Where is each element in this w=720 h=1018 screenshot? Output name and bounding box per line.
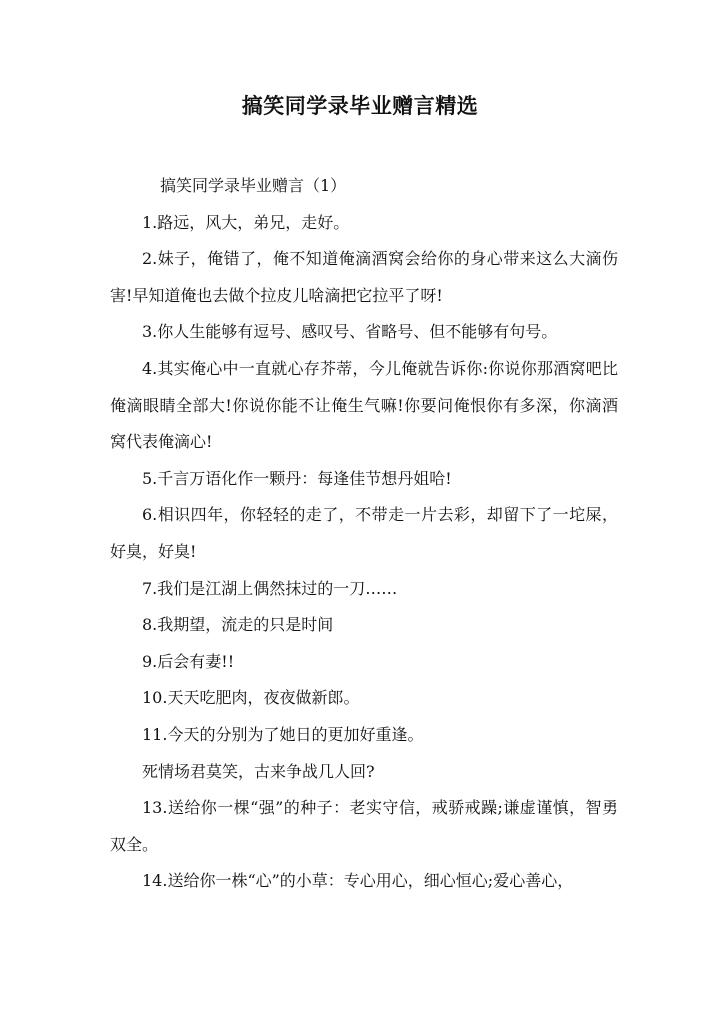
paragraph: 5.千言万语化作一颗丹：每逢佳节想丹姐哈! xyxy=(142,468,452,488)
paragraph: 9.后会有妻!! xyxy=(142,651,235,671)
paragraph: 8.我期望，流走的只是时间 xyxy=(142,615,334,635)
paragraph: 11.今天的分别为了她日的更加好重逢。 xyxy=(142,724,424,744)
document-body xyxy=(110,168,618,900)
paragraph: 10.天天吃肥肉，夜夜做新郎。 xyxy=(142,688,360,708)
paragraph: 1.路远，风大，弟兄，走好。 xyxy=(142,212,350,232)
paragraph: 4.其实俺心中一直就心存芥蒂，今儿俺就告诉你:你说你那酒窝吧比俺滴眼睛全部大!你说你能不让俺生气嘛!你要问俺恨你有多深，你滴酒窝代表俺滴心! xyxy=(110,358,618,452)
paragraph: 6.相识四年，你轻轻的走了，不带走一片去彩，却留下了一坨屎，好臭，好臭! xyxy=(110,505,618,561)
paragraph: 3.你人生能够有逗号、感叹号、省略号、但不能够有句号。 xyxy=(142,322,558,342)
paragraph: 2.妹子，俺错了，俺不知道俺滴酒窝会给你的身心带来这么大滴伤害!早知道俺也去做个拉皮儿啥滴把它拉平了呀! xyxy=(110,249,618,305)
section-heading: 搞笑同学录毕业赠言（1） xyxy=(160,176,347,195)
paragraph: 13.送给你一棵“强”的种子：老实守信，戒骄戒躁;谦虚谨慎，智勇双全。 xyxy=(110,798,618,854)
paragraph: 14.送给你一株“心”的小草：专心用心，细心恒心;爱心善心， xyxy=(142,871,574,891)
paragraph: 死情场君莫笑，古来争战几人回? xyxy=(142,761,375,781)
document-title: 搞笑同学录毕业赠言精选 xyxy=(241,93,479,118)
paragraph: 7.我们是江湖上偶然抹过的一刀…… xyxy=(142,578,398,598)
